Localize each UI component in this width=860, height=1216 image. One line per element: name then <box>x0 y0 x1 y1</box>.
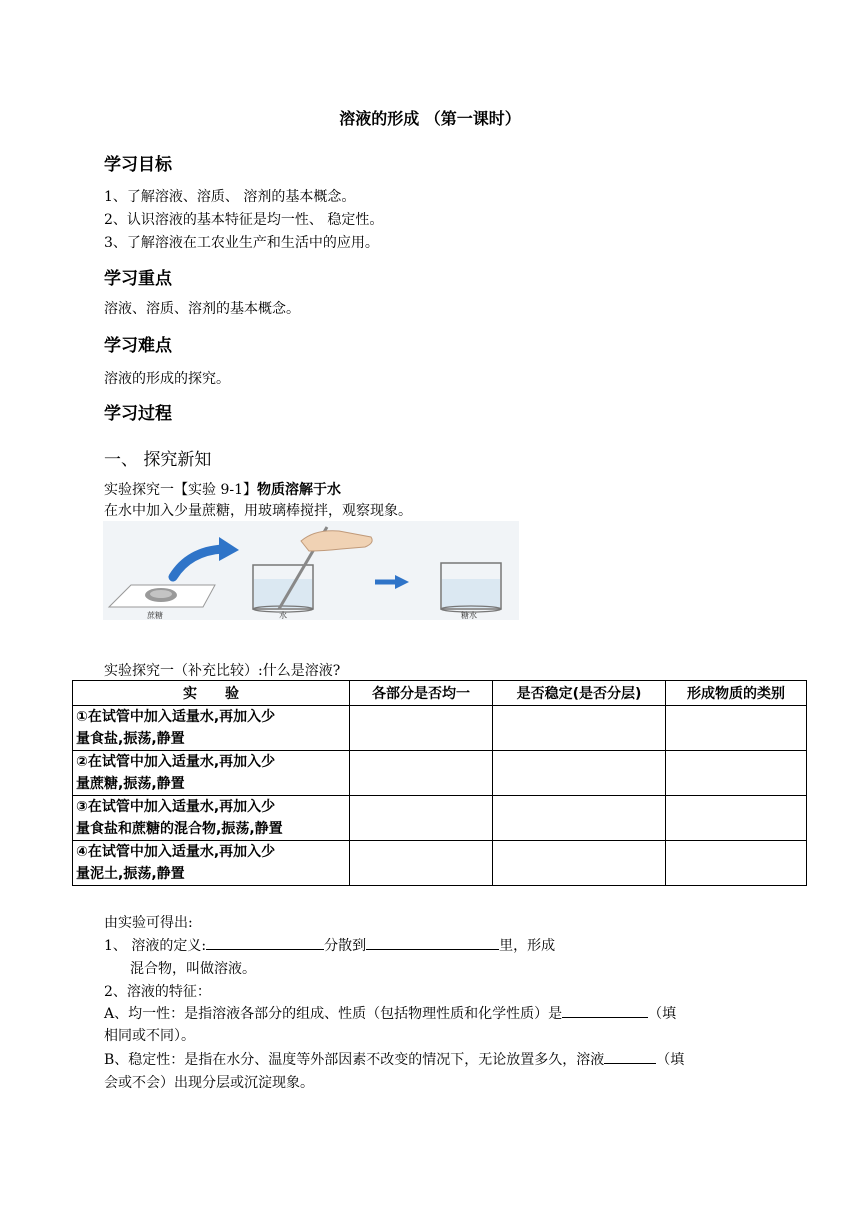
exp1-prefix: 实验探究一【实验 9-1】 <box>104 482 257 498</box>
figure-label-sugar: 蔗糖 <box>147 611 163 620</box>
table-row <box>73 706 807 751</box>
objective-item: 2、认识溶液的基本特征是均一性、 稳定性。 <box>104 212 384 228</box>
answer-cell-uniform[interactable] <box>350 841 493 886</box>
figure-label-water: 水 <box>279 611 287 620</box>
answer-cell-category[interactable] <box>666 796 807 841</box>
header-category: 形成物质的类别 <box>666 681 807 706</box>
experiment-cell: ①在试管中加入适量水,再加入少 量食盐,振荡,静置 <box>73 706 350 751</box>
header-stable: 是否稳定(是否分层) <box>493 681 666 706</box>
experiment-cell: ②在试管中加入适量水,再加入少 量蔗糖,振荡,静置 <box>73 751 350 796</box>
answer-cell-uniform[interactable] <box>350 796 493 841</box>
header-experiment: 实 验 <box>73 681 350 706</box>
experiment-cell: ③在试管中加入适量水,再加入少 量食盐和蔗糖的混合物,振荡,静置 <box>73 796 350 841</box>
answer-cell-stable[interactable] <box>493 796 666 841</box>
exp1-heading <box>104 479 341 499</box>
page-title: 溶液的形成 （第一课时） <box>339 109 521 128</box>
table-row <box>73 751 807 796</box>
definition-line: 1、 溶液的定义: 分散到 里，形成 <box>104 935 555 955</box>
difficulties-heading: 学习难点 <box>104 336 172 356</box>
process-heading: 学习过程 <box>104 404 172 424</box>
definition-blank-2[interactable] <box>366 935 499 950</box>
answer-cell-stable[interactable] <box>493 841 666 886</box>
objective-item: 1、了解溶液、溶质、 溶剂的基本概念。 <box>104 189 356 205</box>
dissolving-illustration <box>103 521 519 620</box>
feature-a-line: A、均一性：是指溶液各部分的组成、性质（包括物理性质和化学性质）是 （填 <box>104 1003 676 1023</box>
feature-b-blank[interactable] <box>604 1049 656 1064</box>
conclusion-intro: 由实验可得出: <box>104 915 193 931</box>
answer-cell-category[interactable] <box>666 706 807 751</box>
exp1-description: 在水中加入少量蔗糖，用玻璃棒搅拌，观察现象。 <box>104 503 412 519</box>
experiment-cell: ④在试管中加入适量水,再加入少 量泥土,振荡,静置 <box>73 841 350 886</box>
header-uniform: 各部分是否均一 <box>350 681 493 706</box>
answer-cell-uniform[interactable] <box>350 751 493 796</box>
key-points-text: 溶液、溶质、溶剂的基本概念。 <box>104 301 300 317</box>
hand-icon <box>301 531 372 551</box>
answer-cell-stable[interactable] <box>493 706 666 751</box>
table-header-row <box>73 681 807 706</box>
section-label: 一、 探究新知 <box>104 450 212 470</box>
feature-b-line: B、稳定性：是指在水分、温度等外部因素不改变的情况下，无论放置多久，溶液 （填 <box>104 1049 684 1069</box>
curved-arrow-icon <box>173 549 223 577</box>
feature-a-blank[interactable] <box>562 1003 648 1018</box>
difficulties-text: 溶液的形成的探究。 <box>104 371 230 387</box>
experiment-table <box>72 680 807 886</box>
answer-cell-stable[interactable] <box>493 751 666 796</box>
exp2-caption: 实验探究一（补充比较）:什么是溶液? <box>104 663 341 679</box>
objective-item: 3、了解溶液在工农业生产和生活中的应用。 <box>104 235 379 251</box>
definition-line-2: 混合物，叫做溶液。 <box>130 961 256 977</box>
table-row <box>73 796 807 841</box>
feature-b-line-2: 会或不会）出现分层或沉淀现象。 <box>104 1075 314 1091</box>
key-points-heading: 学习重点 <box>104 269 172 289</box>
answer-cell-category[interactable] <box>666 841 807 886</box>
feature-a-line-2: 相同或不同）。 <box>104 1028 195 1044</box>
answer-cell-uniform[interactable] <box>350 706 493 751</box>
answer-cell-category[interactable] <box>666 751 807 796</box>
figure-label-sugar-water: 糖水 <box>461 611 477 620</box>
definition-blank-1[interactable] <box>206 935 324 950</box>
experiment-figure <box>103 521 519 620</box>
table-row <box>73 841 807 886</box>
features-heading: 2、溶液的特征： <box>104 984 211 1000</box>
objectives-heading: 学习目标 <box>104 155 172 175</box>
exp1-title: 物质溶解于水 <box>257 482 341 498</box>
